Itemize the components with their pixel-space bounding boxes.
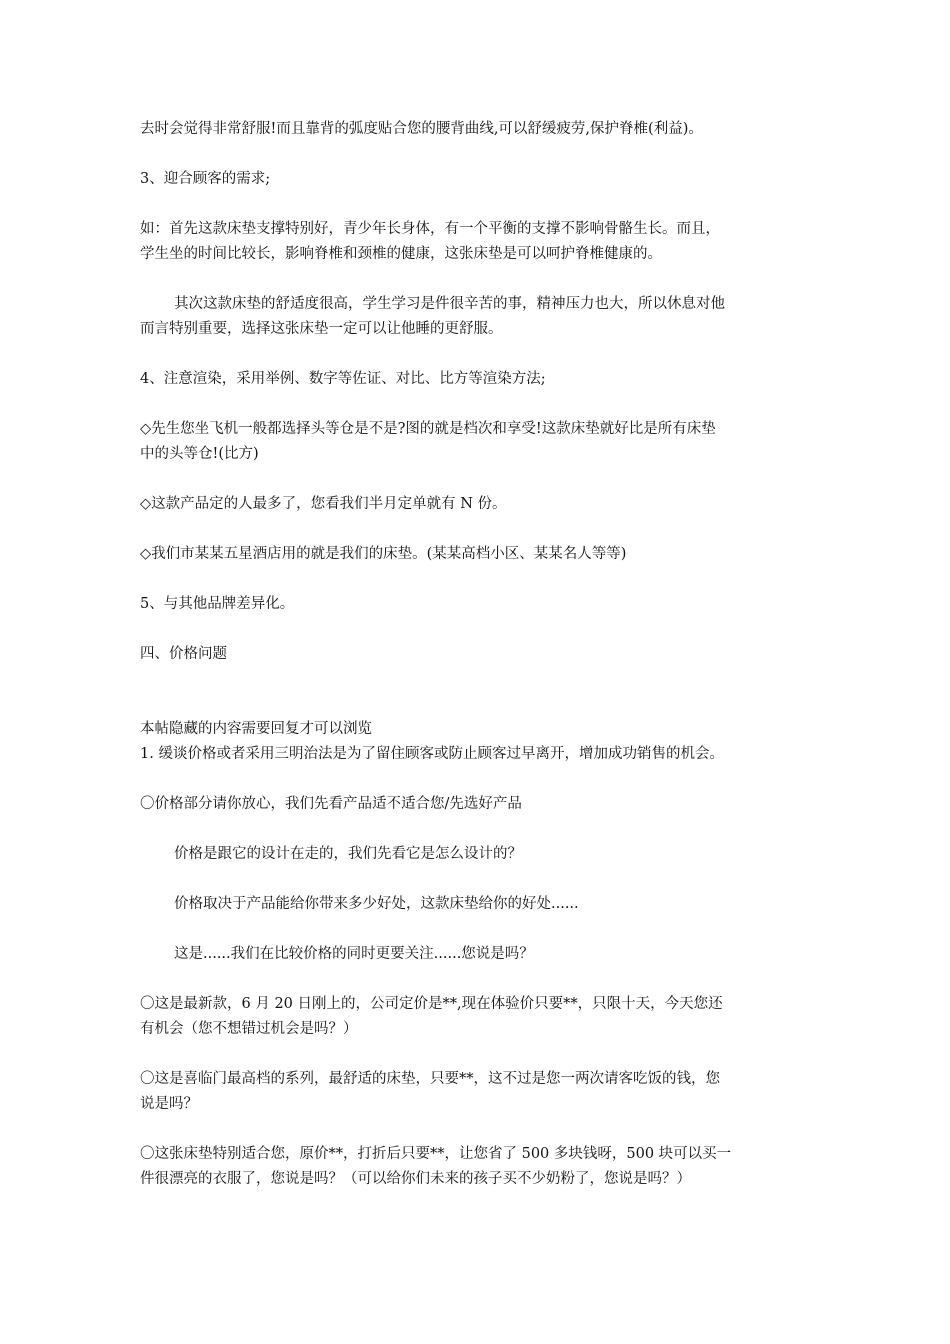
paragraph-line: 3、迎合顾客的需求; — [140, 171, 271, 187]
paragraph-line: 〇这是最新款，6 月 20 日刚上的，公司定价是**,现在体验价只要**，只限十天，今天您还 — [140, 996, 723, 1012]
paragraph-line: 说是吗？ — [140, 1096, 198, 1112]
paragraph-line: ◇这款产品定的人最多了，您看我们半月定单就有 N 份。 — [140, 496, 507, 512]
paragraph-line: 4、注意渲染，采用举例、数字等佐证、对比、比方等渲染方法; — [140, 371, 546, 387]
paragraph-line: ◇先生您坐飞机一般都选择头等仓是不是?图的就是档次和享受!这款床垫就好比是所有床垫 — [140, 421, 716, 437]
paragraph-line: 〇这张床垫特别适合您，原价**，打折后只要**，让您省了 500 多块钱呀，500 块可以买一 — [140, 1146, 732, 1162]
section-heading: 四、价格问题 — [140, 646, 227, 662]
paragraph-line: 件很漂亮的衣服了，您说是吗？（可以给你们未来的孩子买不少奶粉了，您说是吗？） — [140, 1171, 691, 1187]
paragraph-line: 如：首先这款床垫支撑特别好，青少年长身体，有一个平衡的支撑不影响骨骼生长。而且， — [140, 221, 720, 237]
paragraph-line: 价格是跟它的设计在走的，我们先看它是怎么设计的？ — [174, 846, 522, 862]
paragraph-line: 有机会（您不想错过机会是吗？） — [140, 1021, 358, 1037]
paragraph-line: 〇这是喜临门最高档的系列，最舒适的床垫，只要**，这不过是您一两次请客吃饭的钱，您 — [140, 1071, 720, 1087]
hidden-content-notice: 本帖隐藏的内容需要回复才可以浏览 — [140, 721, 372, 737]
paragraph-line: 中的头等仓!(比方) — [140, 446, 259, 462]
paragraph-line: 去时会觉得非常舒服!而且靠背的弧度贴合您的腰背曲线,可以舒缓疲劳,保护脊椎(利益)。 — [140, 121, 703, 137]
paragraph-line: ◇我们市某某五星酒店用的就是我们的床垫。(某某高档小区、某某名人等等) — [140, 546, 627, 562]
paragraph-line: 其次这款床垫的舒适度很高，学生学习是件很辛苦的事，精神压力也大，所以休息对他 — [174, 296, 725, 312]
paragraph-line: 这是......我们在比较价格的同时更要关注......您说是吗？ — [174, 946, 534, 962]
paragraph-line: 1. 缓谈价格或者采用三明治法是为了留住顾客或防止顾客过早离开，增加成功销售的机会。 — [140, 746, 724, 762]
paragraph-line: 〇价格部分请你放心，我们先看产品适不适合您/先选好产品 — [140, 796, 522, 812]
paragraph-line: 而言特别重要，选择这张床垫一定可以让他睡的更舒服。 — [140, 321, 503, 337]
paragraph-line: 5、与其他品牌差异化。 — [140, 596, 295, 612]
paragraph-line: 价格取决于产品能给你带来多少好处，这款床垫给你的好处...... — [174, 896, 579, 912]
paragraph-line: 学生坐的时间比较长，影响脊椎和颈椎的健康，这张床垫是可以呵护脊椎健康的。 — [140, 246, 662, 262]
